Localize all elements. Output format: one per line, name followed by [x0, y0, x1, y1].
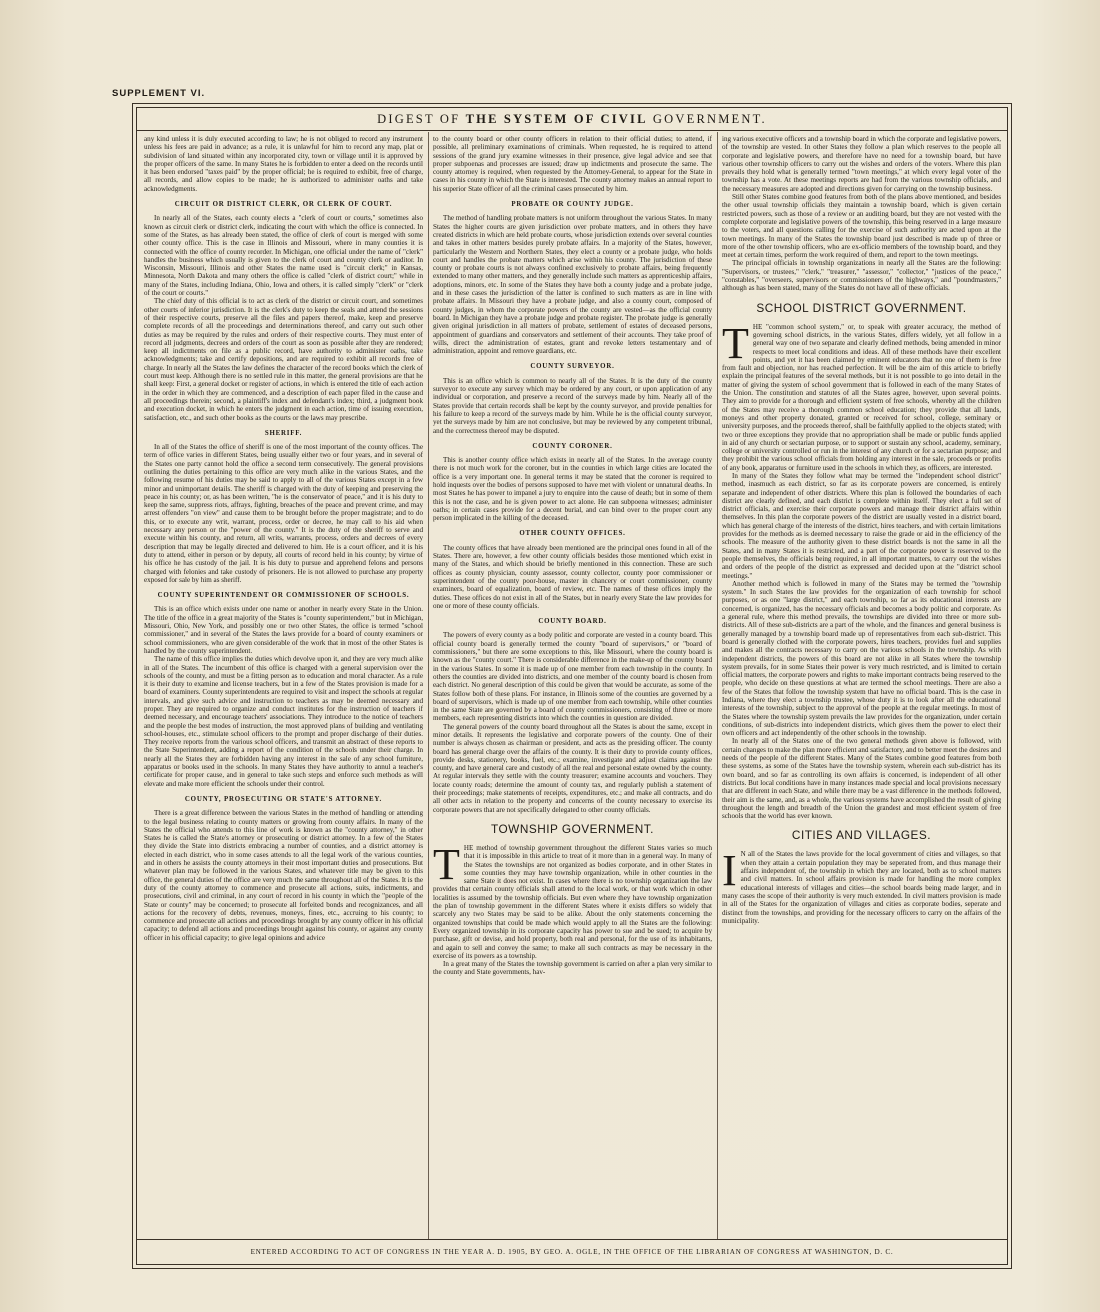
school-paragraph-1-text: HE "common school system," or, to speak with greater accuracy, the method of governing school districts, in the various States, differs widely, yet all follow in a general way one of two separate and clearly defined methods, being amended in minor respects to meet local conditions and ideas. All of these methods have their excellent points, and yet it has been claimed by eminent educators that no one of them is free from fault and objection, nor has reached perfection. It will be the aim of this article to briefly explain the principal features of the several methods, but it is not possible to go into detail in the matter of giving the system of school government that is followed in each of the many States of the Union. The constitution and statutes of all the States agree, however, upon several points. They aim to provide for a thorough and efficient system of free schools, whereby all the children of the States may receive a thorough common school education; they provide that all lands, moneys and other property donated, granted or received for school, college, seminary or university purposes, and the proceeds thereof, shall be faithfully applied to the objects stated; with two or three exceptions they provide that no appropriation shall be made or public funds applied in aid of any church or sectarian purpose, or to support or sustain any school, academy, seminary, college or university controlled or run in the interest of any church or for a sectarian purpose; and they prohibit the various school officials from holding any interest in the sale, proceeds or profits of any book, apparatus or furniture used in the schools in which they, as officers, are interested. [722, 322, 1001, 472]
surveyor-heading: COUNTY SURVEYOR. [530, 363, 615, 371]
coroner-paragraph-1: This is another county office which exists in nearly all of the States. In the average county there is not much work for the coroner, but in the counties in which large cities are located the office is a very important one. In general terms it may be stated that the coroner is required to hold inquests over the bodies of persons supposed to have met with violent or unnatural deaths. In most States he has power to impanel a jury to enquire into the cause of death; but in some of them this is not the case, and he is given power to act alone. He can subpoena witnesses; administer oaths; in certain cases provide for a decent burial, and can bind over to the proper court any person implicated in the killing of the deceased. [433, 456, 712, 523]
clerk-paragraph-1: In nearly all of the States, each county elects a "clerk of court or courts," sometimes also known as circuit clerk or district clerk, indicating the court with which the office is connected. In some of the States, as has already been stated, the office of clerk of court is merged with some other county office. This is the case in Illinois and Missouri, where in many counties it is connected with the office of county recorder. In Michigan, one official under the name of "clerk" handles the business which usually is given to the clerk of court and county clerk or auditor. In Wisconsin, Missouri, Illinois and other States the name used is "circuit clerk;" in Kansas, Minnesota, North Dakota and many others the office is called "clerk of district court;" while in many of the States, including Indiana, Ohio, Iowa and others, it is called simply "clerk" or "clerk of the court or courts." [144, 214, 423, 298]
township-paragraph-1-text: HE method of township government throughout the different States varies so much that it is impossible in this article to treat of it more than in a general way. In many of the States the townships are not organized as bodies corporate, and in other States in some counties they may have township organization, while in other counties in the same State it does not exist. In cases where there is no township organization the law provides that certain county officials shall attend to the local work, or that work which in other localities is assumed by the township officials. But even where they have township organization the plan of township government in the different States where it exists differs so widely that scarcely any two States may be said to be alike. About the only statements concerning the organized townships that could be made which would apply to all the States are the following: Every organized township in its corporate capacity has power to sue and be sued; to acquire by purchase, gift or devise, and hold property, both real and personal, for the use of its inhabitants, and again to sell and convey the same; to make all such contracts as may be necessary in the exercise of its powers as a township. [433, 843, 712, 960]
attorney-heading: COUNTY, PROSECUTING OR STATE'S ATTORNEY. [184, 795, 383, 803]
superintendent-paragraph-1: This is an office which exists under one name or another in nearly every State in the Union. The title of the office in a great majority of the States is "county superintendent," but in Michigan, Missouri, Ohio, New York, and possibly one or two other States, the office is termed "school commissioner," and in several of the States the laws provide for a board of county examiners or school commissioners, who are given considerable of the work that in most of the other States is handled by the county superintendent. [144, 605, 423, 655]
school-paragraph-1 [722, 318, 1001, 472]
column-3 [722, 135, 1001, 1240]
county-board-paragraph-1: The powers of every county as a body politic and corporate are vested in a county board. This official county board is generally termed the county "board of supervisors," or "board of commissioners," but there are some exceptions to this, like Missouri, where the county board is known as the "county court." There is considerable difference in the make-up of the county board in the various States. In some it is made up of one member from each township in the county. In others the counties are divided into districts, and one member of the county board is chosen from each district. No general description of this could be given that would be accurate, as some of the States follow both of these plans. For instance, in Illinois some of the counties are governed by a board of supervisors, which is made up of one member from each township, while other counties in the same State are governed by a board of county commissioners, consisting of three or more members, each representing districts into which the counties in question are divided. [433, 631, 712, 723]
page-header [137, 108, 1007, 131]
copyright-footer: ENTERED ACCORDING TO ACT OF CONGRESS IN THE YEAR A. D. 1905, BY GEO. A. OGLE, IN THE OFFICE OF THE LIBRARIAN OF CONGRESS AT WASHINGTON, D. C. [137, 1239, 1007, 1264]
cities-villages-title: CITIES AND VILLAGES. [791, 828, 932, 843]
township-drop-cap: T [433, 839, 460, 889]
school-paragraph-4: In nearly all of the States one of the two general methods given above is followed, with certain changes to make the plan more efficient and satisfactory, and to better meet the desires and needs of the people of the different States. Many of the States combine good features from both these systems, as some of the States have the township system, wherein each sub-district has its own board, and so far as controlling its own affairs is concerned, is independent of all other districts. But local conditions have in many instances made special and local provisions necessary that are different in each State, and while there may be a vast difference in the methods followed, their aim is the same, and, as a whole, the various systems have accomplished the result of giving throughout the length and breadth of the Union the grandest and most efficient system of free schools that the world has ever known. [722, 737, 1001, 821]
county-board-paragraph-2: The general powers of the county board throughout all the States is about the same, except in minor details. It represents the legislative and corporate powers of the county. One of their number is always chosen as chairman or president, and acts as the presiding officer. The county board has general charge over the affairs of the county. It is their duty to provide county offices, provide desks, stationery, books, fuel, etc.; examine, investigate and adjust claims against the county, and have general care and custody of all the real and personal estate owned by the county. At regular intervals they settle with the county treasurer; examine accounts and vouchers. They locate county roads; determine the amount of county tax, and regularly publish a statement of their proceedings; make statements of receipts, expenditures, etc.; and make all contracts, and do all other acts in relation to the property and concerns of the county necessary to exercise its corporate powers that are not specifically delegated to other county officials. [433, 722, 712, 814]
sheriff-paragraph-1: In all of the States the office of sheriff is one of the most important of the county offices. The term of office varies in different States, being usually either two or four years, and in several of the States one party cannot hold the office a second term consecutively. The general provisions outlining the duties pertaining to this office are very much alike in the various States, and the following resume of his duties may be said to apply to all of the various States except in a few minor and unimportant details. The sheriff is charged with the duty of keeping and preserving the peace in his county; or, as has been written, "he is the conservator of peace," and it is his duty to keep the same, suppress riots, affrays, fighting, breaches of the peace and prevent crime, and may arrest offenders "on view" and cause them to be brought before the proper magistrate; and to do this, or to execute any writ, warrant, process, order or decree, he may call to his aid when necessary any person or the "power of the county." It is the duty of the sheriff to serve and execute within his county, and return, all writs, warrants, process, orders and decrees of every description that may be legally directed and delivered to him. He is a court officer, and it is his duty to attend, either in person or by deputy, all courts of record held in his county; by virtue of his office he has custody of the jail. It is his duty to pursue and apprehend felons and persons charged with felonies and take custody of prisoners. He is not allowed to purchase any property exposed for sale by him as sheriff. [144, 443, 423, 584]
col3-intro: ing various executive officers and a township board in which the corporate and legislative powers, of the township are vested. In other States they follow a plan which reserves to the people all corporate and legislative powers, and therefore have no need for a township board, but have various other township officers to carry out the wishes and orders of the voters. Where this plan prevails they hold what is generally termed "town meetings," at which every legal voter of the township has a vote. At these meetings reports are had from the various township officials, and the necessary measures are adopted and directions given for carrying on the township business. [722, 135, 1001, 193]
probate-heading: PROBATE OR COUNTY JUDGE. [511, 201, 634, 209]
col1-intro: any kind unless it is duly executed according to law; he is not obliged to record any instrument unless his fees are paid in advance; as a rule, it is unlawful for him to record any map, plat or subdivision of land situated within any incorporated city, town or village until it is approved by the proper officers of the same. In many States he is forbidden to enter a deed on the records until it has been endorsed "taxes paid" by the proper official; he is required to exhibit, free of charge, all records, and allow copies to be made; he is authorized to administer oaths and take acknowledgments. [144, 135, 423, 193]
township-paragraph-2: In a great many of the States the township government is carried on after a plan very similar to the county and State governments, hav- [433, 960, 712, 977]
school-district-title: SCHOOL DISTRICT GOVERNMENT. [756, 300, 967, 315]
township-title: TOWNSHIP GOVERNMENT. [491, 821, 654, 836]
other-offices-heading: OTHER COUNTY OFFICES. [519, 530, 626, 538]
header-post: GOVERNMENT. [647, 112, 767, 126]
attorney-paragraph-1: There is a great difference between the various States in the method of handling or attending to the legal business relating to county matters or growing from county affairs. In many of the States the official who attends to this line of work is known as the "county attorney," in other States he is called the State's attorney or prosecuting or district attorney. In a few of the States they divide the State into districts embracing a number of counties, and a district attorney is elected in each district, who in some cases attends to all the legal work of the various counties, and in others he assists the county attorneys in their most important duties and prosecutions. But whatever plan may be followed in the various States, and whatever title may be given to this office, the general duties of the office are very much the same throughout all of the States. It is the duty of the county attorney to commence and prosecute all actions, suits, indictments, and prosecutions, civil and criminal, in any court of record in his county in which the "people of the State or county" may be concerned; to prosecute all forfeited bonds and recognizances, and all actions for the recovery of debts, revenues, moneys, fines, etc., accruing to his county; to commence and prosecute all actions and proceedings brought by any county officer in his official capacity; to defend all actions and proceedings brought against his county, or against any county officer in his official capacity; to give legal opinions and advice [144, 809, 423, 942]
column-1 [144, 135, 423, 1240]
header-pre: DIGEST OF [377, 112, 466, 126]
cities-drop-cap: I [722, 846, 737, 896]
supplement-label: SUPPLEMENT VI. [112, 88, 206, 99]
cities-paragraph-1 [722, 846, 1001, 925]
school-paragraph-3: Another method which is followed in many of the States may be termed the "township system." In such States the law provides for the organization of each township for school purposes, or as one "large district," and each township, so far as its educational interests are concerned, is organized, has the necessary officials and becomes a body politic and corporate. As a general rule, where this method prevails, the townships are divided into three or more sub-districts. All of these sub-districts are a part of the whole, and the finances and general business is generally managed by a township board made up of representatives from each sub-district. This board is generally clothed with the corporate powers, hires teachers, provides fuel and supplies and makes all the contracts necessary to carry on the various schools in the township. As with independent districts, the powers of this board are not alike in all States where the township system prevails, for in some States their power is very much restricted, and is limited to certain official matters, the corporate powers and rights to make important contracts being reserved to the people, who decide on these questions at what are termed the school meetings. There are also a few of the States that follow the township system that have no official board. This is the case in Indiana, where they elect a township trustee, whose duty it is to look after all the educational interests of the township, subject to the approval of the people at the regular meetings. In most of the States where the township system prevails the law provides for the organization, under certain conditions, of sub-districts into independent districts, which gives them the power to elect their own officers and act independently of the other schools in the township. [722, 579, 1001, 738]
page-frame-inner [136, 107, 1008, 1265]
col3-intro-2: Still other States combine good features from both of the plans above mentioned, and besides the other usual township officials they maintain a township board, which is given certain restricted powers, such as those of a review or an auditing board, but they are not vested with the complete corporate and legislative powers of the township, this being reserved in a large measure to the voters, and all questions calling for the exercise of such authority are acted upon at the town meetings. In many of the States the township board just described is made up of three or more of the other township officers, who are ex-officio members of the township board, and they meet at certain times, perform the work required of them, and report to the town meetings. [722, 193, 1001, 260]
other-offices-paragraph-1: The county offices that have already been mentioned are the principal ones found in all of the States. There are, however, a few other county officials besides those mentioned which exist in many of the States, and which should be briefly mentioned in this connection. These are such offices as county physician, county assessor, county collector, county poor commissioner or superintendent of the county poor-house, master in chancery or court commissioner, county examiners, board of equalization, board of review, etc. The names of these offices imply the duties. These offices do not exist in all of the States, but in nearly every State the law provides for one or more of these county officials. [433, 543, 712, 610]
col3-intro-3: The principal officials in township organizations in nearly all the States are the following: "Supervisors, or trustees," "clerk," "treasurer," "assessor," "collector," "justices of the peace," "constables," "overseers, supervisors or commissioners of the highways," and "poundmasters," although as has been stated, many of the States do not have all of these officials. [722, 259, 1001, 293]
clerk-heading: CIRCUIT OR DISTRICT CLERK, OR CLERK OF COURT. [174, 201, 393, 209]
coroner-heading: COUNTY CORONER. [532, 442, 613, 450]
cities-paragraph-1-text: N all of the States the laws provide for the local government of cities and villages, so that when they attain a certain population they may be seperated from, and thus manage their affairs independent of, the township in which they are located, both as to school matters and civil matters. In school affairs provision is made for handling the more complex educational interests of villages and cities—the school boards being made larger, and in many cases the scope of their authority is very much extended. In civil matters provision is made in all of the States for the organization of villages and cities as corporate bodies, seperate and distinct from the townships, and providing for the necessary officers to carry on the affairs of the municipality. [722, 850, 1001, 925]
township-paragraph-1 [433, 839, 712, 960]
column-2 [433, 135, 712, 1240]
sheriff-heading: SHERIFF. [264, 429, 303, 437]
column-divider-1 [428, 132, 429, 1240]
probate-paragraph-1: The method of handling probate matters is not uniform throughout the various States. In many States the higher courts are given jurisdiction over probate matters, and in others they have created districts in which are held probate courts, whose jurisdiction extends over several counties and takes in other matters besides purely probate affairs. In a majority of the States, however, particularly the Western and Northern States, they elect a county or a probate judge, who holds court and handles the probate matters which arise within his county. The jurisdiction of these county or probate courts is not always confined exclusively to probate affairs, being frequently extended to many other matters, and they generally include such matters as apprenticeship affairs, adoptions, minors, etc. In some of the States they have both a county judge and a probate judge, and in these cases the jurisdiction of the latter is confined to such matters as are in line with probate affairs. In Missouri they have a probate judge, and also a county court, composed of county judges, in whom the corporate powers of the county are vested—as the official county board. In Michigan they have a probate judge and probate register. The probate judge is generally given original jurisdiction in all matters of probate, settlement of estates of deceased persons, appointment of guardians and conservators and settlement of their accounts. They take proof of wills, direct the administration of estates, grant and revoke letters testamentary and of administration, appoint and remove guardians, etc. [433, 214, 712, 356]
surveyor-paragraph-1: This is an office which is common to nearly all of the States. It is the duty of the county surveyor to execute any survey which may be ordered by any court, or upon application of any individual or corporation, and preserve a record of the surveys made by him. Nearly all of the States provide that certain records shall be kept by the county surveyor, and provide penalties for his failure to keep a record of the surveys made by him. While he is the official county surveyor, yet the surveys made by him are not conclusive, but may be reviewed by any competent tribunal, and the correctness thereof may be disputed. [433, 376, 712, 435]
page-frame [132, 103, 1012, 1269]
col2-intro: to the county board or other county officers in relation to their official duties; to attend, if possible, all preliminary examinations of criminals. When requested, he is required to attend sessions of the grand jury examine witnesses in their presence, give legal advice and see that proper subpoenas and processes are issued; draw up indictments and prosecute the same. The county attorney is required, when requested by the Attorney-General, to appear for the State in cases in his county in which the State is interested. The county attorney makes an annual report to his superior State officer of all the criminal cases prosecuted by him. [433, 135, 712, 193]
clerk-paragraph-2: The chief duty of this official is to act as clerk of the district or circuit court, and sometimes other courts of inferior jurisdiction. It is the clerk's duty to keep the seals and attend the sessions of their respective courts, preserve all the files and papers thereof, make, keep and preserve complete records of all the proceedings and determinations thereof, and carry out such other duties as may be required by the rules and orders of their respective courts. They must enter of record all judgments, decrees and orders of the court as soon as possible after they are rendered; keep all indictments on file as a public record, have authority to administer oaths, take acknowledgments; take and certify depositions, and are required to exhibit all records free of charge. In nearly all the States the law defines the character of the record books which the clerk of court must keep. Although there is no settled rule in this matter, the general provisions are that he shall keep: First, a general docket or register of actions, in which is entered the title of each action in the order in which they are commenced, and a description of each paper filed in the cause and all proceedings therein; second, a plaintiff's index and defendant's index; third, a judgment book and execution docket, in which he enters the judgment in each action, time of issuing execution, satisfaction, etc., and such other books as the courts or the laws may prescribe. [144, 297, 423, 422]
superintendent-paragraph-2: The name of this office implies the duties which devolve upon it, and they are very much alike in all of the States. The incumbent of this office is charged with a general supervision over the schools of the county, and must be a fitting person as to education and moral character. As a rule it is their duty to examine and license teachers, but in a few of the States provision is made for a board of examiners. County superintendents are required to visit and inspect the schools at regular intervals, and give such advice and instruction to teachers as may be deemed necessary and proper. They are required to organize and conduct institutes for the instruction of teachers if deemed necessary, and encourage teachers' associations. They introduce to the notice of teachers and the people the best modes of instruction, the most approved plans of building and ventilating school-houses, etc., stimulate school officers to the prompt and proper discharge of their duties. They receive reports from the various school officers, and transmit an abstract of these reports to the State Superintendent, adding a report of the condition of the schools under their charge. In nearly all the States they are forbidden having any interest in the sale of any school furniture, apparatus or books used in the schools. In many States they have authority to annul a teacher's certificate for proper cause, and in general to take such steps and enforce such methods as will elevate and make more efficient the schools under their control. [144, 655, 423, 788]
column-divider-2 [717, 132, 718, 1240]
superintendent-heading: COUNTY SUPERINTENDENT OR COMMISSIONER OF SCHOOLS. [157, 592, 410, 600]
school-paragraph-2: In many of the States they follow what may be termed the "independent school district" method, inasmuch as each district, so far as its corporate powers are concerned, is entirely separate and independent of other districts. Where this plan is followed the boundaries of each district are clearly defined, and each district is complete within itself. They elect a full set of district officials, and exercise their corporate powers and manage their district affairs within themselves. In this plan the corporate powers of the district are usually vested in a district board, which has general charge of the interests of the district, hires teachers, and with certain limitations provides for the methods as is deemed necessary to raise the grade or aid in the efficiency of the schools. The measure of the authority given to these district boards is not the same in all the States, and in many States it is restricted, and a part of the corporate power is reserved to the people themselves, the officials being required, in all important matters, to carry out the wishes and orders of the people of the district as expressed and decided upon at the "district school meetings." [722, 471, 1001, 580]
header-mid: THE SYSTEM OF CIVIL [465, 112, 648, 126]
county-board-heading: COUNTY BOARD. [538, 618, 607, 626]
school-drop-cap: T [722, 318, 749, 368]
